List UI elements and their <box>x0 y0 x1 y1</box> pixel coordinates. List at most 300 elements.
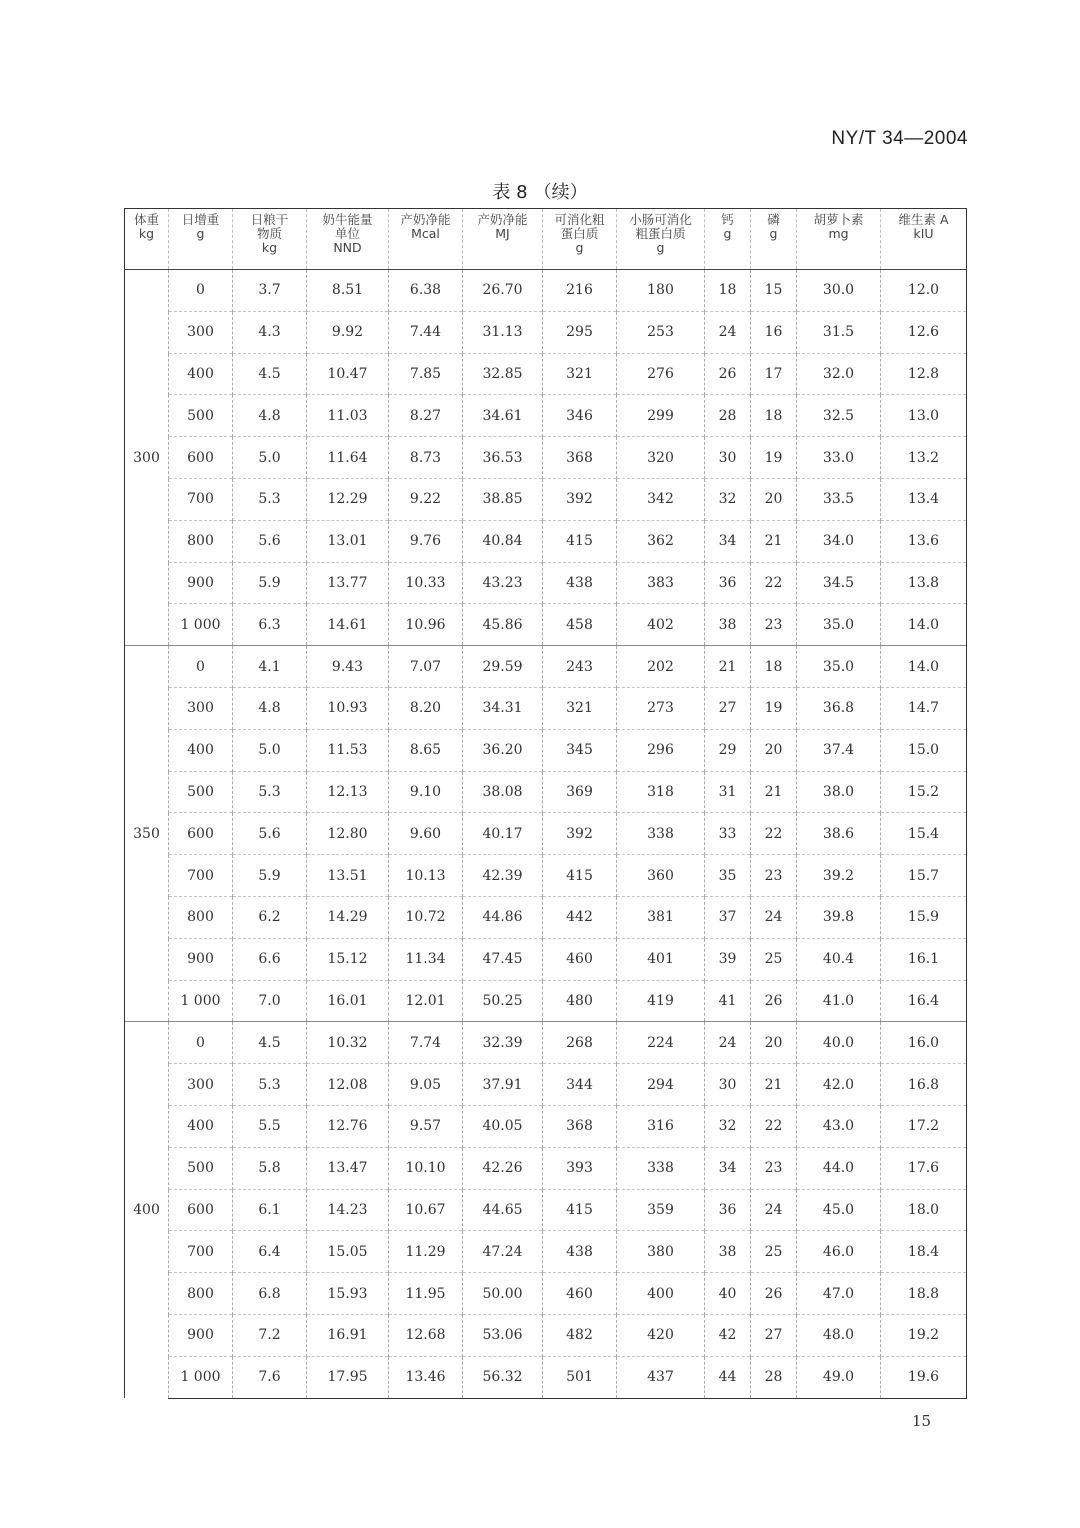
col-dcp-cell: 368 <box>543 437 617 479</box>
header-line: Mcal <box>411 226 440 241</box>
table-row <box>125 896 967 938</box>
col-vitamin-a-cell: 16.1 <box>881 938 967 980</box>
header-line: 蛋白质 <box>560 226 599 241</box>
header-line: 奶牛能量 <box>322 212 373 227</box>
col-nnd-cell: 13.51 <box>307 855 389 897</box>
col-intestinal-cp-cell: 253 <box>617 311 705 353</box>
col-dry-matter-cell: 4.1 <box>233 646 307 688</box>
col-carotene-cell: 43.0 <box>797 1105 881 1147</box>
col-dcp-cell: 216 <box>543 270 617 312</box>
col-nnd-cell: 12.13 <box>307 771 389 813</box>
col-daily-gain-cell: 1 000 <box>169 1356 233 1398</box>
table-body <box>125 270 967 1399</box>
table-row <box>125 938 967 980</box>
table-row <box>125 1022 967 1064</box>
col-nnd-cell: 11.53 <box>307 729 389 771</box>
header-line: NND <box>333 240 362 255</box>
col-vitamin-a-cell: 12.6 <box>881 311 967 353</box>
col-carotene-cell: 39.8 <box>797 896 881 938</box>
col-daily-gain-cell: 1 000 <box>169 604 233 646</box>
col-dcp-cell: 415 <box>543 520 617 562</box>
page-number: 15 <box>912 1412 932 1430</box>
col-intestinal-cp-cell: 362 <box>617 520 705 562</box>
col-nnd-cell: 15.05 <box>307 1231 389 1273</box>
col-calcium-cell: 37 <box>705 896 751 938</box>
col-nel-mj-cell: 34.61 <box>463 395 543 437</box>
col-vitamin-a-cell: 18.4 <box>881 1231 967 1273</box>
col-nel-mj-cell: 43.23 <box>463 562 543 604</box>
header-line: g <box>196 226 205 241</box>
table-row <box>125 478 967 520</box>
col-dcp-cell: 392 <box>543 478 617 520</box>
col-intestinal-cp-cell: 338 <box>617 813 705 855</box>
col-dry-matter-cell: 4.8 <box>233 687 307 729</box>
col-daily-gain-cell: 0 <box>169 646 233 688</box>
col-phosphorus-cell: 22 <box>751 813 797 855</box>
col-daily-gain-cell: 400 <box>169 729 233 771</box>
col-intestinal-cp-cell: 316 <box>617 1105 705 1147</box>
col-nel-mcal-cell: 10.67 <box>389 1189 463 1231</box>
col-nnd-cell: 10.32 <box>307 1022 389 1064</box>
header-line: 物质 <box>256 226 282 241</box>
col-nnd-cell: 14.61 <box>307 604 389 646</box>
col-vitamin-a-cell: 16.4 <box>881 980 967 1022</box>
col-nel-mcal-cell: 6.38 <box>389 270 463 312</box>
col-carotene-cell: 40.4 <box>797 938 881 980</box>
header-line: 胡萝卜素 <box>813 212 864 227</box>
col-nnd-cell: 11.03 <box>307 395 389 437</box>
col-nnd-cell: 9.43 <box>307 646 389 688</box>
col-dcp-cell: 243 <box>543 646 617 688</box>
col-intestinal-cp-cell: 273 <box>617 687 705 729</box>
col-daily-gain-cell: 700 <box>169 478 233 520</box>
header-line: 单位 <box>334 226 360 241</box>
col-dry-matter-cell: 5.9 <box>233 855 307 897</box>
table-row <box>125 437 967 479</box>
col-dcp-cell: 369 <box>543 771 617 813</box>
col-intestinal-cp-cell: 401 <box>617 938 705 980</box>
table-continued-mark: （续） <box>533 182 588 203</box>
col-dcp-header <box>543 209 617 270</box>
table-row <box>125 1105 967 1147</box>
col-carotene-cell: 42.0 <box>797 1064 881 1106</box>
col-carotene-cell: 36.8 <box>797 687 881 729</box>
col-vitamin-a-cell: 18.8 <box>881 1273 967 1315</box>
col-intestinal-cp-cell: 294 <box>617 1064 705 1106</box>
col-intestinal-cp-header <box>617 209 705 270</box>
col-dcp-cell: 393 <box>543 1147 617 1189</box>
col-nnd-cell: 15.93 <box>307 1273 389 1315</box>
col-nnd-cell: 12.08 <box>307 1064 389 1106</box>
table-row <box>125 520 967 562</box>
col-nel-mcal-cell: 8.65 <box>389 729 463 771</box>
body-weight-cell: 300 <box>125 270 169 646</box>
col-nel-mcal-cell: 9.76 <box>389 520 463 562</box>
col-phosphorus-cell: 22 <box>751 562 797 604</box>
col-carotene-cell: 33.5 <box>797 478 881 520</box>
col-daily-gain-cell: 300 <box>169 1064 233 1106</box>
col-daily-gain-cell: 0 <box>169 270 233 312</box>
col-dry-matter-cell: 5.8 <box>233 1147 307 1189</box>
col-nel-mj-cell: 47.24 <box>463 1231 543 1273</box>
col-dcp-cell: 460 <box>543 938 617 980</box>
col-phosphorus-cell: 25 <box>751 1231 797 1273</box>
col-daily-gain-cell: 600 <box>169 437 233 479</box>
col-vitamin-a-cell: 12.8 <box>881 353 967 395</box>
col-phosphorus-cell: 23 <box>751 855 797 897</box>
header-line: 产奶净能 <box>400 212 451 227</box>
col-carotene-cell: 35.0 <box>797 604 881 646</box>
col-nnd-cell: 15.12 <box>307 938 389 980</box>
col-nel-mj-cell: 53.06 <box>463 1314 543 1356</box>
col-nnd-cell: 12.76 <box>307 1105 389 1147</box>
col-dcp-cell: 392 <box>543 813 617 855</box>
col-calcium-cell: 31 <box>705 771 751 813</box>
col-dry-matter-cell: 4.5 <box>233 1022 307 1064</box>
col-dry-matter-cell: 7.2 <box>233 1314 307 1356</box>
col-intestinal-cp-cell: 437 <box>617 1356 705 1398</box>
header-line: 粗蛋白质 <box>635 226 686 241</box>
col-calcium-cell: 32 <box>705 478 751 520</box>
col-daily-gain-cell: 700 <box>169 1231 233 1273</box>
body-weight-cell: 400 <box>125 1022 169 1398</box>
col-dcp-cell: 482 <box>543 1314 617 1356</box>
col-body-weight-header <box>125 209 169 270</box>
table-row <box>125 1356 967 1398</box>
col-carotene-cell: 33.0 <box>797 437 881 479</box>
table-row <box>125 1314 967 1356</box>
col-dcp-cell: 460 <box>543 1273 617 1315</box>
col-calcium-cell: 28 <box>705 395 751 437</box>
col-dcp-cell: 438 <box>543 562 617 604</box>
col-calcium-cell: 30 <box>705 1064 751 1106</box>
col-daily-gain-cell: 700 <box>169 855 233 897</box>
col-nel-mj-cell: 42.39 <box>463 855 543 897</box>
col-carotene-cell: 48.0 <box>797 1314 881 1356</box>
col-calcium-cell: 32 <box>705 1105 751 1147</box>
col-dcp-cell: 415 <box>543 1189 617 1231</box>
col-vitamin-a-cell: 19.2 <box>881 1314 967 1356</box>
col-vitamin-a-cell: 15.7 <box>881 855 967 897</box>
body-weight-cell: 350 <box>125 646 169 1022</box>
col-nnd-cell: 9.92 <box>307 311 389 353</box>
table-title: 表 8 <box>492 182 528 203</box>
col-dcp-cell: 501 <box>543 1356 617 1398</box>
col-daily-gain-cell: 300 <box>169 311 233 353</box>
document-code: NY/T 34—2004 <box>831 128 968 149</box>
col-nel-mj-cell: 45.86 <box>463 604 543 646</box>
col-vitamin-a-cell: 19.6 <box>881 1356 967 1398</box>
col-nnd-cell: 10.93 <box>307 687 389 729</box>
col-intestinal-cp-cell: 402 <box>617 604 705 646</box>
col-nnd-cell: 8.51 <box>307 270 389 312</box>
table-row <box>125 646 967 688</box>
col-dry-matter-cell: 5.6 <box>233 813 307 855</box>
col-carotene-cell: 38.0 <box>797 771 881 813</box>
col-phosphorus-cell: 21 <box>751 771 797 813</box>
col-vitamin-a-cell: 16.8 <box>881 1064 967 1106</box>
col-nel-mj-cell: 40.05 <box>463 1105 543 1147</box>
header-line: 钙 <box>721 212 734 227</box>
col-daily-gain-cell: 600 <box>169 1189 233 1231</box>
table-row <box>125 855 967 897</box>
col-nel-mcal-cell: 9.10 <box>389 771 463 813</box>
col-calcium-cell: 26 <box>705 353 751 395</box>
col-phosphorus-cell: 18 <box>751 646 797 688</box>
col-nnd-cell: 10.47 <box>307 353 389 395</box>
table-row <box>125 771 967 813</box>
col-intestinal-cp-cell: 224 <box>617 1022 705 1064</box>
col-nel-mcal-cell: 8.20 <box>389 687 463 729</box>
col-daily-gain-cell: 300 <box>169 687 233 729</box>
table-row <box>125 353 967 395</box>
col-dcp-cell: 480 <box>543 980 617 1022</box>
col-vitamin-a-header <box>881 209 967 270</box>
col-daily-gain-cell: 800 <box>169 520 233 562</box>
col-calcium-cell: 24 <box>705 311 751 353</box>
col-phosphorus-cell: 24 <box>751 896 797 938</box>
col-intestinal-cp-cell: 202 <box>617 646 705 688</box>
col-nel-mj-cell: 40.17 <box>463 813 543 855</box>
col-dry-matter-cell: 5.3 <box>233 1064 307 1106</box>
col-carotene-cell: 47.0 <box>797 1273 881 1315</box>
col-calcium-cell: 44 <box>705 1356 751 1398</box>
col-calcium-cell: 33 <box>705 813 751 855</box>
col-nnd-cell: 13.47 <box>307 1147 389 1189</box>
col-intestinal-cp-cell: 383 <box>617 562 705 604</box>
table-row <box>125 1147 967 1189</box>
table-row <box>125 270 967 312</box>
col-calcium-cell: 36 <box>705 562 751 604</box>
col-carotene-cell: 34.0 <box>797 520 881 562</box>
col-dcp-cell: 345 <box>543 729 617 771</box>
col-dry-matter-cell: 6.1 <box>233 1189 307 1231</box>
col-calcium-cell: 34 <box>705 520 751 562</box>
col-nel-mcal-cell: 13.46 <box>389 1356 463 1398</box>
col-calcium-cell: 41 <box>705 980 751 1022</box>
table-row <box>125 1231 967 1273</box>
col-phosphorus-cell: 26 <box>751 1273 797 1315</box>
header-line: MJ <box>495 226 510 241</box>
col-carotene-cell: 45.0 <box>797 1189 881 1231</box>
col-nel-mcal-cell: 8.27 <box>389 395 463 437</box>
table-row <box>125 1273 967 1315</box>
col-phosphorus-cell: 23 <box>751 604 797 646</box>
col-nel-mj-cell: 32.85 <box>463 353 543 395</box>
header-line: 磷 <box>767 212 780 227</box>
col-dry-matter-cell: 4.8 <box>233 395 307 437</box>
col-vitamin-a-cell: 13.6 <box>881 520 967 562</box>
col-calcium-cell: 40 <box>705 1273 751 1315</box>
col-vitamin-a-cell: 14.0 <box>881 604 967 646</box>
col-calcium-header <box>705 209 751 270</box>
col-daily-gain-cell: 0 <box>169 1022 233 1064</box>
col-intestinal-cp-cell: 359 <box>617 1189 705 1231</box>
col-dry-matter-cell: 5.0 <box>233 729 307 771</box>
col-vitamin-a-cell: 14.0 <box>881 646 967 688</box>
col-nel-mcal-cell: 10.10 <box>389 1147 463 1189</box>
col-phosphorus-cell: 23 <box>751 1147 797 1189</box>
col-daily-gain-cell: 800 <box>169 1273 233 1315</box>
col-dcp-cell: 321 <box>543 353 617 395</box>
table-row <box>125 1064 967 1106</box>
header-line: 可消化粗 <box>554 212 605 227</box>
col-nel-mcal-cell: 10.96 <box>389 604 463 646</box>
col-nel-mj-cell: 44.86 <box>463 896 543 938</box>
col-nel-mj-cell: 50.00 <box>463 1273 543 1315</box>
col-vitamin-a-cell: 12.0 <box>881 270 967 312</box>
col-nnd-cell: 12.29 <box>307 478 389 520</box>
header-line: kIU <box>913 226 934 241</box>
col-nel-mj-cell: 44.65 <box>463 1189 543 1231</box>
col-nel-mcal-cell: 10.13 <box>389 855 463 897</box>
col-nel-mcal-cell: 10.72 <box>389 896 463 938</box>
col-dry-matter-cell: 5.5 <box>233 1105 307 1147</box>
col-dry-matter-cell: 4.3 <box>233 311 307 353</box>
col-phosphorus-cell: 20 <box>751 729 797 771</box>
col-nnd-cell: 16.91 <box>307 1314 389 1356</box>
col-daily-gain-cell: 500 <box>169 771 233 813</box>
col-nel-mj-cell: 47.45 <box>463 938 543 980</box>
col-nel-mj-cell: 26.70 <box>463 270 543 312</box>
col-carotene-header <box>797 209 881 270</box>
col-nel-mcal-cell: 9.22 <box>389 478 463 520</box>
col-dcp-cell: 415 <box>543 855 617 897</box>
col-nnd-cell: 13.77 <box>307 562 389 604</box>
col-dry-matter-cell: 5.0 <box>233 437 307 479</box>
table-row <box>125 980 967 1022</box>
col-phosphorus-cell: 27 <box>751 1314 797 1356</box>
col-phosphorus-cell: 18 <box>751 395 797 437</box>
col-daily-gain-cell: 900 <box>169 938 233 980</box>
col-nel-mcal-cell: 7.44 <box>389 311 463 353</box>
col-calcium-cell: 34 <box>705 1147 751 1189</box>
col-dcp-cell: 295 <box>543 311 617 353</box>
col-carotene-cell: 49.0 <box>797 1356 881 1398</box>
col-nel-mcal-cell: 7.07 <box>389 646 463 688</box>
col-nel-mj-cell: 36.53 <box>463 437 543 479</box>
col-nnd-cell: 14.29 <box>307 896 389 938</box>
col-nel-mcal-cell: 10.33 <box>389 562 463 604</box>
col-nnd-cell: 12.80 <box>307 813 389 855</box>
col-phosphorus-cell: 25 <box>751 938 797 980</box>
header-line: 小肠可消化 <box>629 212 692 227</box>
col-nel-mcal-cell: 9.05 <box>389 1064 463 1106</box>
col-dry-matter-cell: 5.3 <box>233 771 307 813</box>
table-caption <box>0 178 1080 204</box>
col-dcp-cell: 368 <box>543 1105 617 1147</box>
col-carotene-cell: 41.0 <box>797 980 881 1022</box>
col-nel-mj-cell: 36.20 <box>463 729 543 771</box>
col-daily-gain-cell: 500 <box>169 1147 233 1189</box>
col-nel-mcal-cell: 7.85 <box>389 353 463 395</box>
col-nnd-cell: 14.23 <box>307 1189 389 1231</box>
col-nel-mj-cell: 40.84 <box>463 520 543 562</box>
col-calcium-cell: 35 <box>705 855 751 897</box>
col-calcium-cell: 18 <box>705 270 751 312</box>
header-line: kg <box>261 240 278 255</box>
table-row <box>125 729 967 771</box>
col-carotene-cell: 37.4 <box>797 729 881 771</box>
table-row <box>125 1189 967 1231</box>
col-intestinal-cp-cell: 342 <box>617 478 705 520</box>
col-phosphorus-cell: 15 <box>751 270 797 312</box>
header-line: 体重 <box>133 212 159 227</box>
table-row <box>125 813 967 855</box>
col-dcp-cell: 268 <box>543 1022 617 1064</box>
col-phosphorus-cell: 20 <box>751 1022 797 1064</box>
header-line: 维生素 A <box>898 212 949 227</box>
col-daily-gain-cell: 900 <box>169 1314 233 1356</box>
col-nnd-cell: 16.01 <box>307 980 389 1022</box>
col-nel-mcal-cell: 12.68 <box>389 1314 463 1356</box>
col-dry-matter-cell: 6.8 <box>233 1273 307 1315</box>
col-phosphorus-cell: 22 <box>751 1105 797 1147</box>
col-daily-gain-cell: 400 <box>169 1105 233 1147</box>
col-vitamin-a-cell: 14.7 <box>881 687 967 729</box>
col-dry-matter-cell: 5.6 <box>233 520 307 562</box>
col-nel-mcal-cell: 11.34 <box>389 938 463 980</box>
col-phosphorus-cell: 28 <box>751 1356 797 1398</box>
col-intestinal-cp-cell: 420 <box>617 1314 705 1356</box>
col-carotene-cell: 34.5 <box>797 562 881 604</box>
col-daily-gain-cell: 900 <box>169 562 233 604</box>
col-vitamin-a-cell: 15.2 <box>881 771 967 813</box>
col-intestinal-cp-cell: 338 <box>617 1147 705 1189</box>
col-calcium-cell: 24 <box>705 1022 751 1064</box>
col-phosphorus-cell: 26 <box>751 980 797 1022</box>
col-vitamin-a-cell: 17.2 <box>881 1105 967 1147</box>
col-phosphorus-cell: 17 <box>751 353 797 395</box>
header-line: g <box>723 226 732 241</box>
col-vitamin-a-cell: 13.4 <box>881 478 967 520</box>
col-nel-mj-cell: 31.13 <box>463 311 543 353</box>
col-nel-mcal-cell: 9.57 <box>389 1105 463 1147</box>
col-nel-mcal-cell: 7.74 <box>389 1022 463 1064</box>
col-calcium-cell: 42 <box>705 1314 751 1356</box>
col-vitamin-a-cell: 16.0 <box>881 1022 967 1064</box>
col-carotene-cell: 40.0 <box>797 1022 881 1064</box>
col-nel-mcal-cell: 11.29 <box>389 1231 463 1273</box>
col-carotene-cell: 32.0 <box>797 353 881 395</box>
col-nel-mj-cell: 42.26 <box>463 1147 543 1189</box>
header-line: kg <box>138 226 155 241</box>
col-nel-mj-cell: 32.39 <box>463 1022 543 1064</box>
col-dcp-cell: 344 <box>543 1064 617 1106</box>
header-line: 日增重 <box>181 212 220 227</box>
col-calcium-cell: 38 <box>705 604 751 646</box>
col-vitamin-a-cell: 18.0 <box>881 1189 967 1231</box>
col-intestinal-cp-cell: 276 <box>617 353 705 395</box>
header-line: g <box>575 240 584 255</box>
col-dry-matter-cell: 6.4 <box>233 1231 307 1273</box>
col-calcium-cell: 38 <box>705 1231 751 1273</box>
header-line: 产奶净能 <box>477 212 528 227</box>
col-intestinal-cp-cell: 299 <box>617 395 705 437</box>
col-nel-mj-header <box>463 209 543 270</box>
col-nel-mj-cell: 38.85 <box>463 478 543 520</box>
col-nel-mcal-cell: 8.73 <box>389 437 463 479</box>
col-nnd-cell: 13.01 <box>307 520 389 562</box>
col-vitamin-a-cell: 15.9 <box>881 896 967 938</box>
col-dcp-cell: 442 <box>543 896 617 938</box>
col-dry-matter-header <box>233 209 307 270</box>
col-phosphorus-cell: 21 <box>751 520 797 562</box>
header-line: mg <box>828 226 849 241</box>
col-calcium-cell: 21 <box>705 646 751 688</box>
col-nnd-header <box>307 209 389 270</box>
col-carotene-cell: 39.2 <box>797 855 881 897</box>
